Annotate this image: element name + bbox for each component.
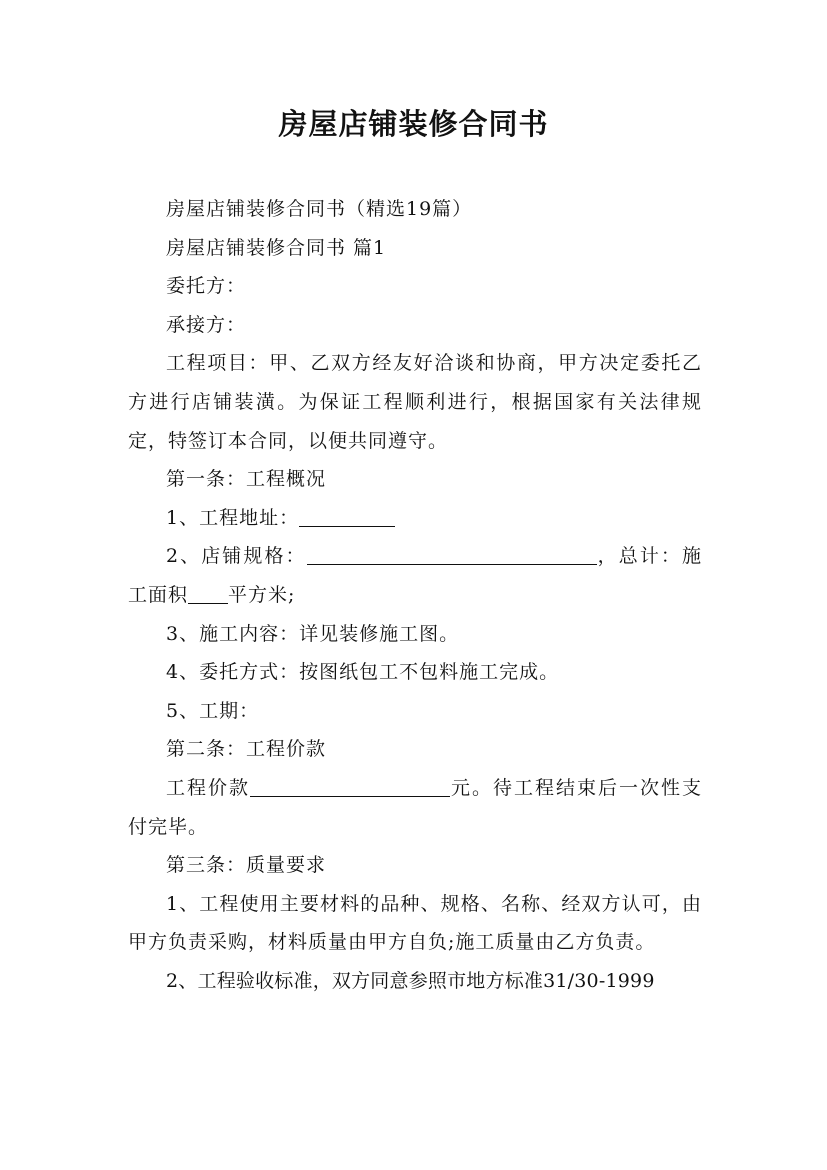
article-1-heading: 第一条：工程概况 [166,468,327,491]
client-label: 委托方： [166,275,247,298]
article-2-heading: 第二条：工程价款 [166,738,327,761]
contractor-label: 承接方： [166,313,247,336]
document-title: 房屋店铺装修合同书 [278,107,549,141]
area-blank [188,584,228,604]
item-1-label: 1、工程地址： [166,506,300,529]
article-3-item-2: 2、工程验收标准，双方同意参照市地方标准31/30-1999 [166,969,655,992]
address-blank [299,507,395,527]
price-blank [250,777,450,797]
article-3-heading: 第三条：质量要求 [166,854,327,877]
article-2-text [128,769,702,846]
intro-paragraph: 工程项目：甲、乙双方经友好洽谈和协商，甲方决定委托乙方进行店铺装潢。为保证工程顺利进行，根据国家有关法律规定，特签订本合同，以便共同遵守。 [128,352,702,452]
article-1-item-2 [128,537,702,614]
item-2-unit: 平方米; [228,583,296,606]
article-1-item-3: 3、施工内容：详见装修施工图。 [166,622,460,645]
item-2-label: 2、店铺规格： [166,545,307,568]
article-1-item-1 [128,499,702,538]
section-heading: 房屋店铺装修合同书 篇1 [166,236,387,259]
article-1-item-4: 4、委托方式：按图纸包工不包料施工完成。 [166,661,560,684]
item-2-total: ，总计：施工面积 [128,545,702,606]
price-label: 工程价款 [166,776,250,799]
spec-blank [307,545,597,565]
document-subtitle: 房屋店铺装修合同书（精选19篇） [166,198,473,220]
article-3-item-1: 1、工程使用主要材料的品种、规格、名称、经双方认可，由甲方负责采购，材料质量由甲方自负;施工质量由乙方负责。 [128,892,702,954]
article-1-item-5: 5、工期： [166,699,260,722]
document-body [128,190,702,1000]
price-suffix: 元。待工程结束后一次性支付完毕。 [128,776,702,838]
